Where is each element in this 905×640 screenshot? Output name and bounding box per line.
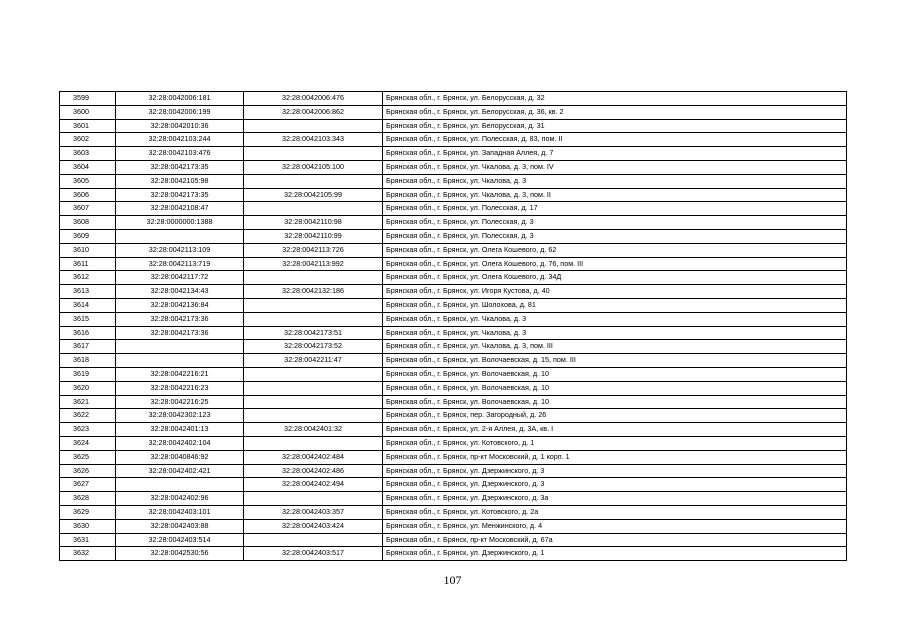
page-number: 107 (443, 573, 462, 587)
row-number-cell: 3606 (60, 188, 116, 202)
table-row (60, 312, 847, 326)
row-number-cell: 3622 (60, 409, 116, 423)
row-number-cell: 3631 (60, 533, 116, 547)
cadastral-number-cell (116, 340, 244, 354)
cadastral-number-cell: 32:28:0042403:514 (116, 533, 244, 547)
cadastral-number-cell (116, 478, 244, 492)
table-row (60, 271, 847, 285)
cadastral-number-cell: 32:28:0042302:123 (116, 409, 244, 423)
object-cadastral-number-cell: 32:28:0042173:51 (244, 326, 383, 340)
object-cadastral-number-cell: 32:28:0042401:32 (244, 423, 383, 437)
table-row (60, 326, 847, 340)
address-cell: Брянская обл., г. Брянск, ул. Чкалова, д. 3 (383, 312, 847, 326)
object-cadastral-number-cell (244, 147, 383, 161)
row-number-cell: 3601 (60, 119, 116, 133)
row-number-cell: 3614 (60, 298, 116, 312)
address-cell: Брянская обл., г. Брянск, ул. Волочаевская, д. 10 (383, 395, 847, 409)
object-cadastral-number-cell: 32:28:0042113:992 (244, 257, 383, 271)
address-cell: Брянская обл., г. Брянск, ул. Менжинского, д. 4 (383, 519, 847, 533)
cadastral-number-cell: 32:28:0042010:36 (116, 119, 244, 133)
registry-table-body (60, 92, 847, 561)
table-row (60, 285, 847, 299)
object-cadastral-number-cell (244, 271, 383, 285)
address-cell: Брянская обл., г. Брянск, ул. Полесская, д. 83, пом. II (383, 133, 847, 147)
address-cell: Брянская обл., г. Брянск, ул. Дзержинского, д. 3 (383, 464, 847, 478)
address-cell: Брянская обл., г. Брянск, ул. Игоря Кустова, д. 40 (383, 285, 847, 299)
table-row (60, 147, 847, 161)
address-cell: Брянская обл., г. Брянск, ул. Олега Кошевого, д. 34Д (383, 271, 847, 285)
address-cell: Брянская обл., г. Брянск, ул. Чкалова, д. 3 (383, 326, 847, 340)
table-row (60, 409, 847, 423)
table-row (60, 202, 847, 216)
cadastral-number-cell: 32:28:0042402:104 (116, 436, 244, 450)
object-cadastral-number-cell: 32:28:0042103:343 (244, 133, 383, 147)
table-row (60, 119, 847, 133)
table-row (60, 450, 847, 464)
object-cadastral-number-cell (244, 492, 383, 506)
object-cadastral-number-cell: 32:28:0042211:47 (244, 354, 383, 368)
row-number-cell: 3620 (60, 381, 116, 395)
table-row (60, 340, 847, 354)
cadastral-number-cell: 32:28:0042105:98 (116, 174, 244, 188)
table-row (60, 298, 847, 312)
cadastral-number-cell: 32:28:0042136:84 (116, 298, 244, 312)
cadastral-number-cell: 32:28:0042134:43 (116, 285, 244, 299)
cadastral-number-cell: 32:28:0042402:421 (116, 464, 244, 478)
table-row (60, 216, 847, 230)
object-cadastral-number-cell: 32:28:0042006:862 (244, 105, 383, 119)
object-cadastral-number-cell: 32:28:0042110:98 (244, 216, 383, 230)
table-row (60, 423, 847, 437)
cadastral-number-cell: 32:28:0042113:109 (116, 243, 244, 257)
table-row (60, 464, 847, 478)
row-number-cell: 3624 (60, 436, 116, 450)
address-cell: Брянская обл., г. Брянск, ул. Полесская, д. 3 (383, 216, 847, 230)
row-number-cell: 3625 (60, 450, 116, 464)
table-row (60, 188, 847, 202)
row-number-cell: 3599 (60, 92, 116, 106)
table-row (60, 243, 847, 257)
row-number-cell: 3609 (60, 229, 116, 243)
row-number-cell: 3611 (60, 257, 116, 271)
object-cadastral-number-cell (244, 436, 383, 450)
cadastral-number-cell: 32:28:0042006:199 (116, 105, 244, 119)
object-cadastral-number-cell: 32:28:0042403:424 (244, 519, 383, 533)
address-cell: Брянская обл., г. Брянск, ул. Олега Кошевого, д. 62 (383, 243, 847, 257)
table-row (60, 229, 847, 243)
address-cell: Брянская обл., г. Брянск, ул. Чкалова, д. 3, пом. II (383, 188, 847, 202)
object-cadastral-number-cell: 32:28:0042403:517 (244, 547, 383, 561)
address-cell: Брянская обл., г. Брянск, ул. Дзержинского, д. 3а (383, 492, 847, 506)
cadastral-number-cell: 32:28:0040846:92 (116, 450, 244, 464)
cadastral-number-cell: 32:28:0042103:244 (116, 133, 244, 147)
address-cell: Брянская обл., г. Брянск, ул. Котовского, д. 1 (383, 436, 847, 450)
table-row (60, 174, 847, 188)
table-row (60, 381, 847, 395)
table-row (60, 547, 847, 561)
address-cell: Брянская обл., г. Брянск, пер. Загородный, д. 26 (383, 409, 847, 423)
row-number-cell: 3619 (60, 367, 116, 381)
object-cadastral-number-cell (244, 312, 383, 326)
row-number-cell: 3610 (60, 243, 116, 257)
object-cadastral-number-cell (244, 202, 383, 216)
address-cell: Брянская обл., г. Брянск, ул. Белорусская, д. 31 (383, 119, 847, 133)
object-cadastral-number-cell: 32:28:0042105:100 (244, 160, 383, 174)
address-cell: Брянская обл., г. Брянск, ул. Западная Аллея, д. 7 (383, 147, 847, 161)
table-row (60, 478, 847, 492)
object-cadastral-number-cell: 32:28:0042402:484 (244, 450, 383, 464)
cadastral-number-cell (116, 229, 244, 243)
object-cadastral-number-cell: 32:28:0042402:494 (244, 478, 383, 492)
row-number-cell: 3605 (60, 174, 116, 188)
address-cell: Брянская обл., г. Брянск, ул. Чкалова, д. 3, пом. IV (383, 160, 847, 174)
object-cadastral-number-cell (244, 367, 383, 381)
table-row (60, 160, 847, 174)
object-cadastral-number-cell: 32:28:0042132:186 (244, 285, 383, 299)
address-cell: Брянская обл., г. Брянск, ул. Белорусская, д. 36, кв. 2 (383, 105, 847, 119)
table-row (60, 436, 847, 450)
object-cadastral-number-cell (244, 395, 383, 409)
cadastral-number-cell: 32:28:0042216:25 (116, 395, 244, 409)
table-row (60, 367, 847, 381)
object-cadastral-number-cell: 32:28:0042006:476 (244, 92, 383, 106)
table-row (60, 354, 847, 368)
address-cell: Брянская обл., г. Брянск, ул. Котовского, д. 2а (383, 505, 847, 519)
row-number-cell: 3617 (60, 340, 116, 354)
row-number-cell: 3632 (60, 547, 116, 561)
object-cadastral-number-cell (244, 409, 383, 423)
object-cadastral-number-cell (244, 533, 383, 547)
row-number-cell: 3626 (60, 464, 116, 478)
table-row (60, 533, 847, 547)
address-cell: Брянская обл., г. Брянск, ул. Волочаевская, д. 15, пом. III (383, 354, 847, 368)
cadastral-number-cell: 32:28:0000000:1388 (116, 216, 244, 230)
cadastral-number-cell: 32:28:0042530:56 (116, 547, 244, 561)
cadastral-number-cell: 32:28:0042117:72 (116, 271, 244, 285)
cadastral-number-cell: 32:28:0042403:101 (116, 505, 244, 519)
address-cell: Брянская обл., г. Брянск, пр-кт Московский, д. 67а (383, 533, 847, 547)
row-number-cell: 3629 (60, 505, 116, 519)
cadastral-number-cell: 32:28:0042216:21 (116, 367, 244, 381)
row-number-cell: 3612 (60, 271, 116, 285)
object-cadastral-number-cell (244, 119, 383, 133)
cadastral-number-cell: 32:28:0042113:719 (116, 257, 244, 271)
object-cadastral-number-cell (244, 174, 383, 188)
table-row (60, 395, 847, 409)
address-cell: Брянская обл., г. Брянск, ул. Волочаевская, д. 10 (383, 367, 847, 381)
table-row (60, 492, 847, 506)
table-row (60, 505, 847, 519)
table-row (60, 92, 847, 106)
address-cell: Брянская обл., г. Брянск, ул. Олега Кошевого, д. 76, пом. III (383, 257, 847, 271)
row-number-cell: 3607 (60, 202, 116, 216)
cadastral-number-cell (116, 354, 244, 368)
address-cell: Брянская обл., г. Брянск, ул. Полесская, д. 17 (383, 202, 847, 216)
table-row (60, 133, 847, 147)
row-number-cell: 3621 (60, 395, 116, 409)
address-cell: Брянская обл., г. Брянск, ул. Дзержинского, д. 1 (383, 547, 847, 561)
object-cadastral-number-cell: 32:28:0042105:99 (244, 188, 383, 202)
address-cell: Брянская обл., г. Брянск, ул. Чкалова, д. 3, пом. III (383, 340, 847, 354)
row-number-cell: 3618 (60, 354, 116, 368)
row-number-cell: 3604 (60, 160, 116, 174)
row-number-cell: 3628 (60, 492, 116, 506)
row-number-cell: 3608 (60, 216, 116, 230)
cadastral-number-cell: 32:28:0042103:476 (116, 147, 244, 161)
address-cell: Брянская обл., г. Брянск, ул. Полесская, д. 3 (383, 229, 847, 243)
table-row (60, 519, 847, 533)
object-cadastral-number-cell: 32:28:0042113:726 (244, 243, 383, 257)
address-cell: Брянская обл., г. Брянск, ул. Волочаевская, д. 10 (383, 381, 847, 395)
object-cadastral-number-cell (244, 298, 383, 312)
cadastral-number-cell: 32:28:0042173:36 (116, 312, 244, 326)
row-number-cell: 3630 (60, 519, 116, 533)
cadastral-number-cell: 32:28:0042401:13 (116, 423, 244, 437)
object-cadastral-number-cell (244, 381, 383, 395)
object-cadastral-number-cell: 32:28:0042403:357 (244, 505, 383, 519)
row-number-cell: 3615 (60, 312, 116, 326)
row-number-cell: 3623 (60, 423, 116, 437)
address-cell: Брянская обл., г. Брянск, ул. Чкалова, д. 3 (383, 174, 847, 188)
address-cell: Брянская обл., г. Брянск, ул. Шолохова, д. 81 (383, 298, 847, 312)
cadastral-number-cell: 32:28:0042216:23 (116, 381, 244, 395)
address-cell: Брянская обл., г. Брянск, ул. Дзержинского, д. 3 (383, 478, 847, 492)
table-row (60, 257, 847, 271)
address-cell: Брянская обл., г. Брянск, ул. 2-я Аллея, д. 3А, кв. I (383, 423, 847, 437)
row-number-cell: 3603 (60, 147, 116, 161)
cadastral-number-cell: 32:28:0042006:181 (116, 92, 244, 106)
cadastral-number-cell: 32:28:0042108:47 (116, 202, 244, 216)
cadastral-number-cell: 32:28:0042403:88 (116, 519, 244, 533)
cadastral-number-cell: 32:28:0042173:35 (116, 160, 244, 174)
object-cadastral-number-cell: 32:28:0042402:486 (244, 464, 383, 478)
row-number-cell: 3600 (60, 105, 116, 119)
cadastral-number-cell: 32:28:0042402:96 (116, 492, 244, 506)
registry-table (59, 91, 847, 561)
cadastral-number-cell: 32:28:0042173:36 (116, 326, 244, 340)
row-number-cell: 3627 (60, 478, 116, 492)
cadastral-number-cell: 32:28:0042173:35 (116, 188, 244, 202)
row-number-cell: 3613 (60, 285, 116, 299)
object-cadastral-number-cell: 32:28:0042173:52 (244, 340, 383, 354)
address-cell: Брянская обл., г. Брянск, ул. Белорусская, д. 32 (383, 92, 847, 106)
address-cell: Брянская обл., г. Брянск, пр-кт Московский, д. 1 корп. 1 (383, 450, 847, 464)
row-number-cell: 3602 (60, 133, 116, 147)
row-number-cell: 3616 (60, 326, 116, 340)
object-cadastral-number-cell: 32:28:0042110:99 (244, 229, 383, 243)
table-row (60, 105, 847, 119)
